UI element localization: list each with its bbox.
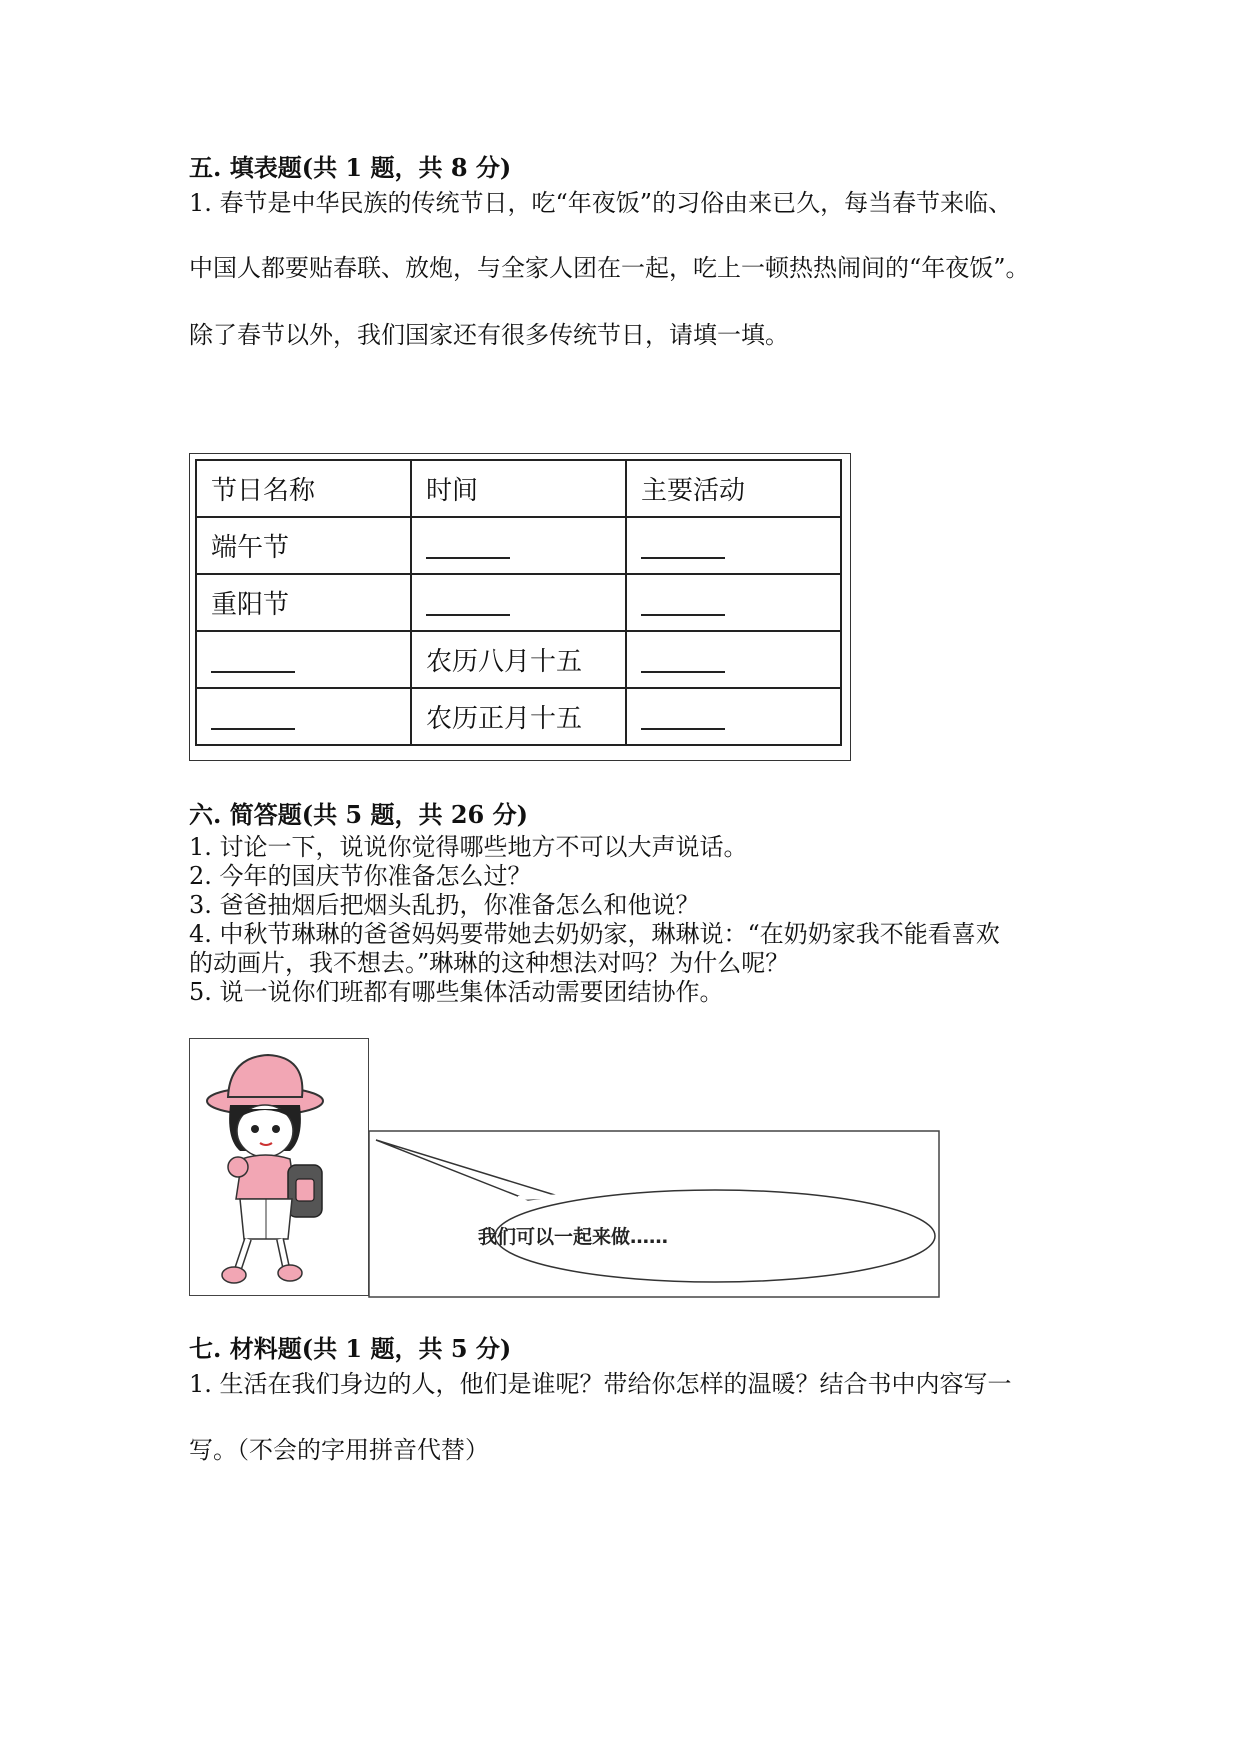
table-row xyxy=(196,688,841,745)
cell-time-blank[interactable] xyxy=(411,574,626,631)
table-row xyxy=(196,631,841,688)
section6-question-1: 1. 讨论一下，说说你觉得哪些地方不可以大声说话。 xyxy=(189,833,748,861)
section5-q1-line2: 中国人都要贴春联、放炮，与全家人团在一起，吃上一顿热热闹间的“年夜饭”。 xyxy=(189,254,1030,282)
cell-time-blank[interactable] xyxy=(411,517,626,574)
cell-activity-blank[interactable] xyxy=(626,688,841,745)
section7-heading: 七. 材料题(共 1 题，共 5 分) xyxy=(189,1334,512,1363)
cell-name-blank[interactable] xyxy=(196,631,411,688)
header-festival-name: 节日名称 xyxy=(196,460,411,517)
cell-festival-name: 端午节 xyxy=(196,517,411,574)
section6-question-4: 4. 中秋节琳琳的爸爸妈妈要带她去奶奶家，琳琳说：“在奶奶家我不能看喜欢 xyxy=(189,920,1000,948)
cell-activity-blank[interactable] xyxy=(626,517,841,574)
fill-blank[interactable] xyxy=(211,704,295,730)
cell-festival-name: 重阳节 xyxy=(196,574,411,631)
fill-blank[interactable] xyxy=(641,647,725,673)
table-row xyxy=(196,574,841,631)
cell-time: 农历八月十五 xyxy=(411,631,626,688)
header-time: 时间 xyxy=(411,460,626,517)
section7-q1-line2: 写。（不会的字用拼音代替） xyxy=(189,1436,489,1464)
section5-q1-line3: 除了春节以外，我们国家还有很多传统节日，请填一填。 xyxy=(189,321,789,349)
cell-time: 农历正月十五 xyxy=(411,688,626,745)
section6-question-4-cont: 的动画片，我不想去。”琳琳的这种想法对吗？为什么呢？ xyxy=(189,949,790,977)
fill-blank[interactable] xyxy=(641,533,725,559)
section6-question-2: 2. 今年的国庆节你准备怎么过？ xyxy=(189,862,532,890)
cell-activity-blank[interactable] xyxy=(626,574,841,631)
fill-blank[interactable] xyxy=(426,533,510,559)
section6-question-5: 5. 说一说你们班都有哪些集体活动需要团结协作。 xyxy=(189,978,724,1006)
speech-bubble xyxy=(368,1130,940,1298)
section5-heading: 五. 填表题(共 1 题，共 8 分) xyxy=(189,153,512,182)
table-row xyxy=(196,517,841,574)
speech-bubble-text: 我们可以一起来做…… xyxy=(478,1226,669,1248)
festival-table xyxy=(195,459,842,746)
fill-blank[interactable] xyxy=(641,704,725,730)
section7-q1-line1: 1. 生活在我们身边的人，他们是谁呢？带给你怎样的温暖？结合书中内容写一 xyxy=(189,1370,1012,1398)
fill-blank[interactable] xyxy=(426,590,510,616)
fill-blank[interactable] xyxy=(211,647,295,673)
section6-question-3: 3. 爸爸抽烟后把烟头乱扔，你准备怎么和他说？ xyxy=(189,891,700,919)
fill-blank[interactable] xyxy=(641,590,725,616)
table-header-row xyxy=(196,460,841,517)
cell-activity-blank[interactable] xyxy=(626,631,841,688)
section5-q1-line1: 1. 春节是中华民族的传统节日，吃“年夜饭”的习俗由来已久，每当春节来临、 xyxy=(189,189,1013,217)
header-main-activity: 主要活动 xyxy=(626,460,841,517)
girl-with-backpack-illustration xyxy=(190,1039,368,1295)
section6-heading: 六. 简答题(共 5 题，共 26 分) xyxy=(189,800,528,829)
cell-name-blank[interactable] xyxy=(196,688,411,745)
